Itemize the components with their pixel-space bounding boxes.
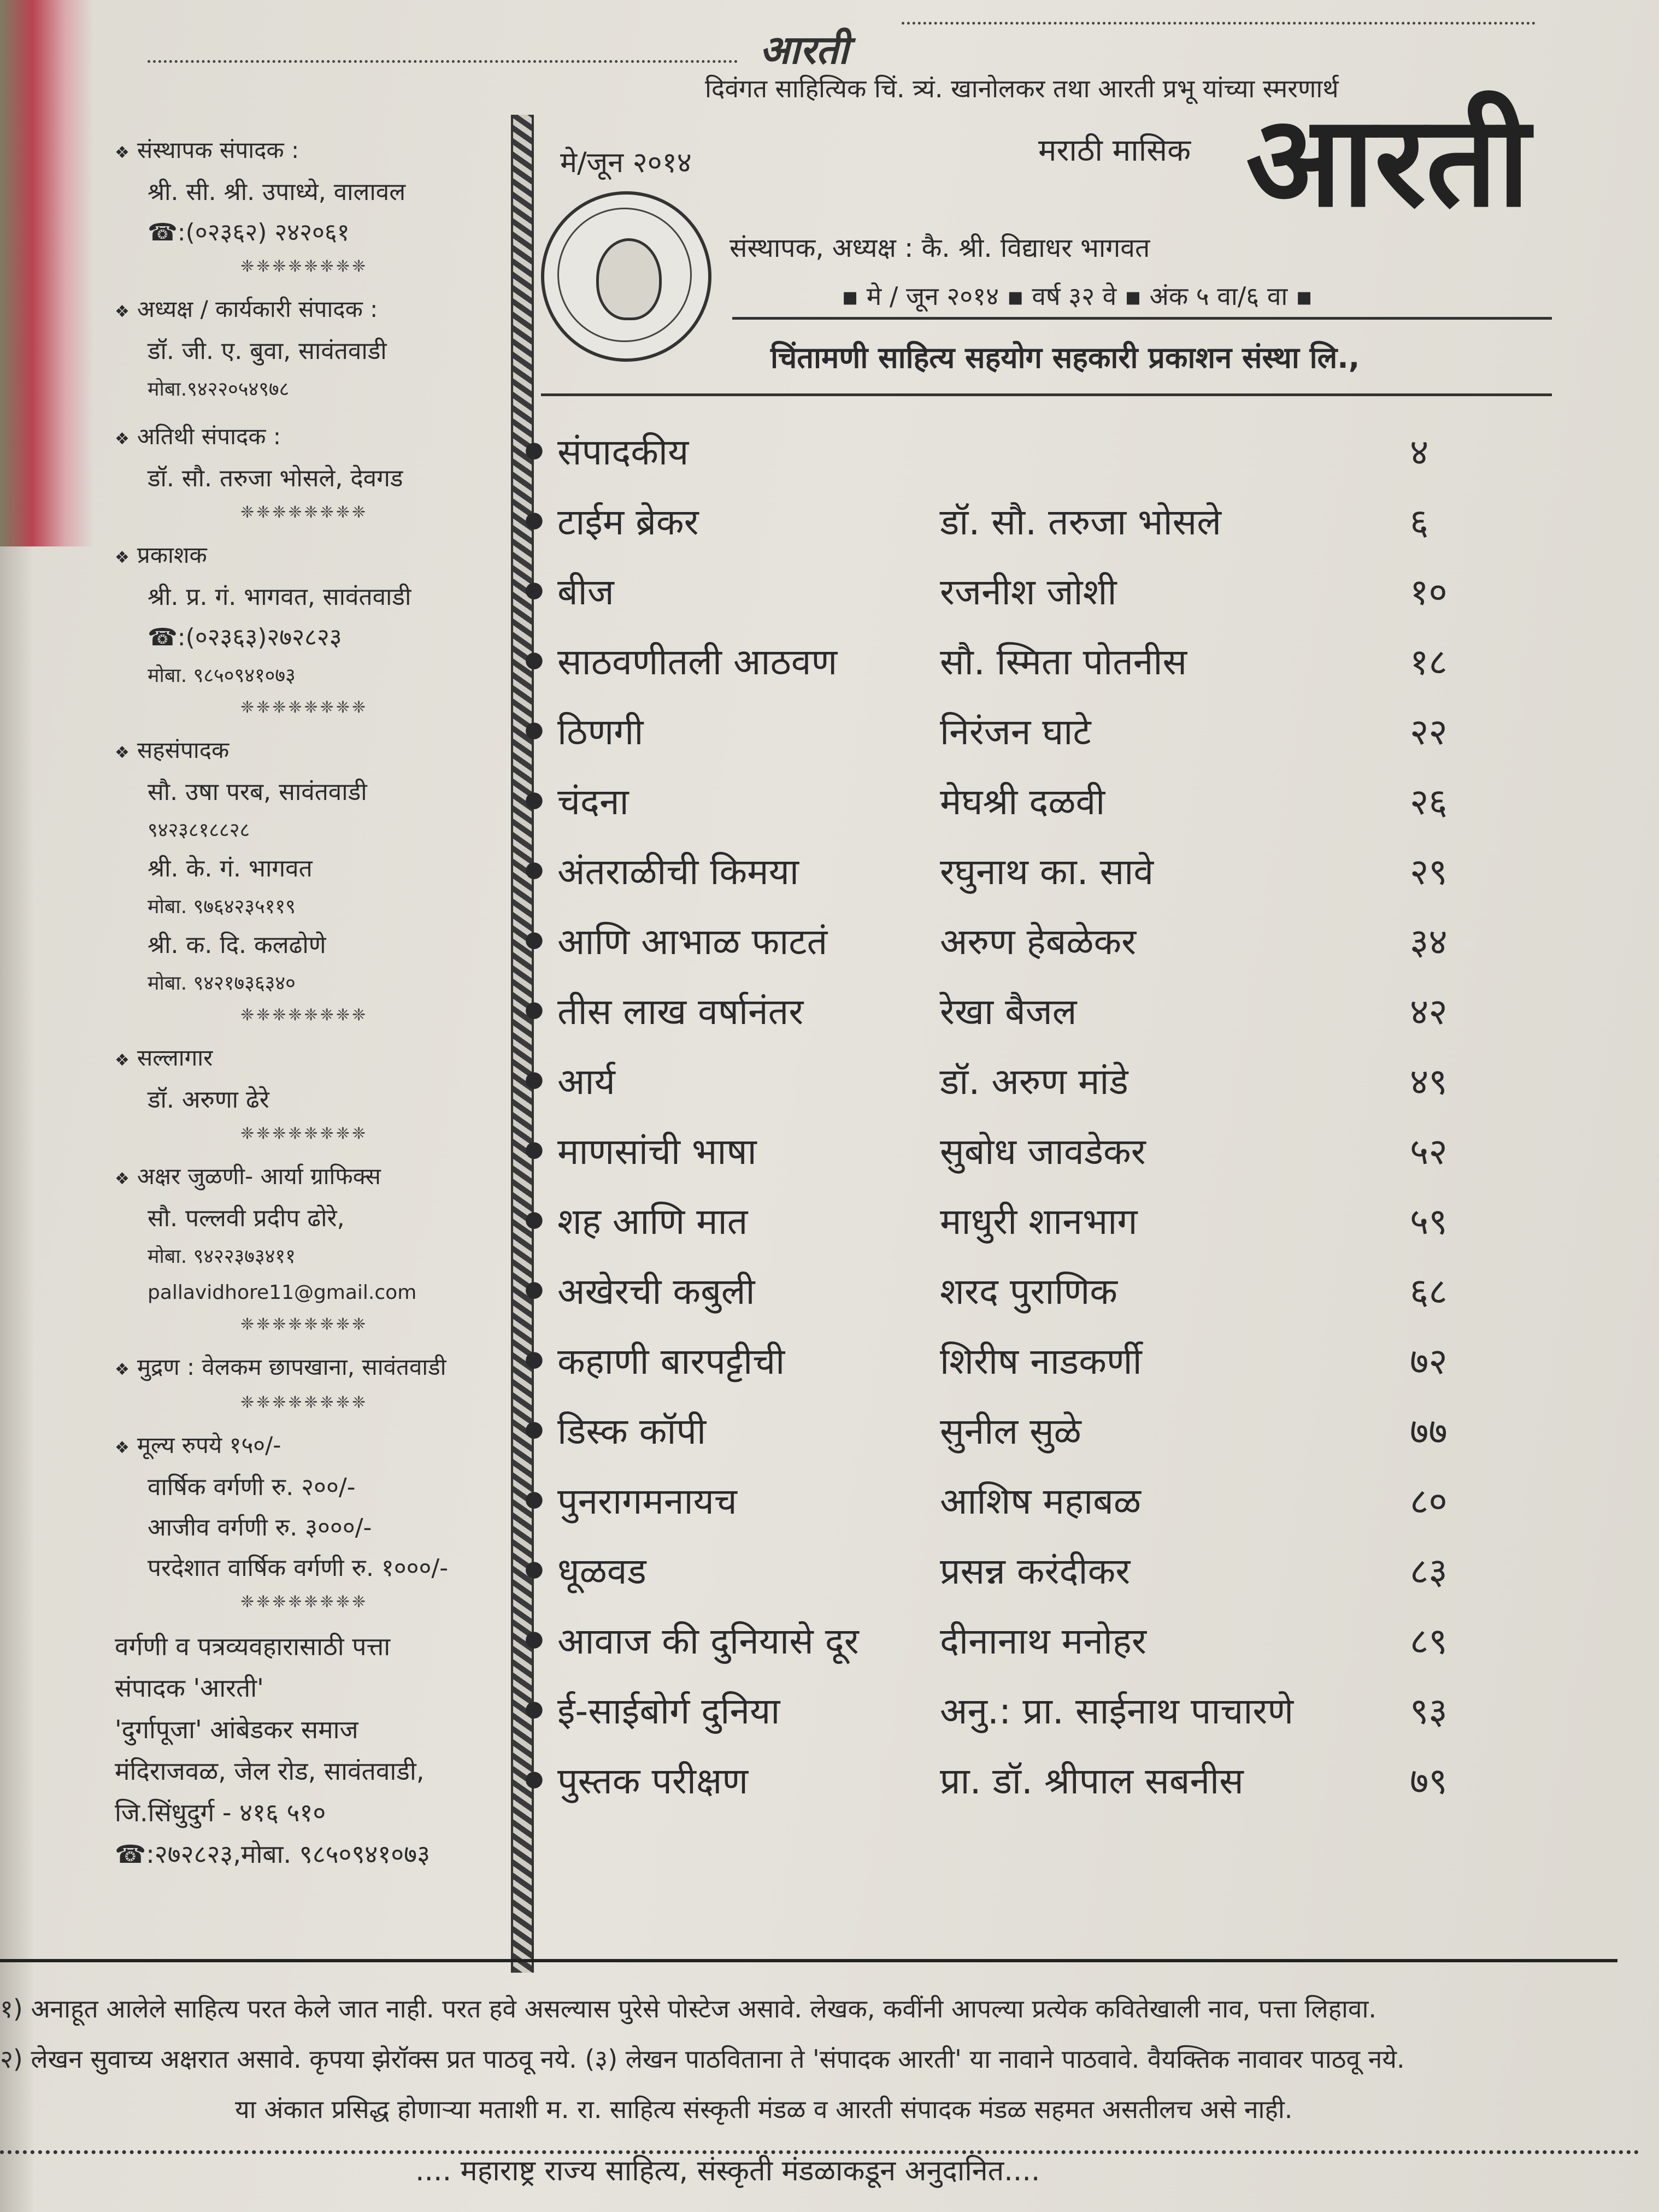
co-editor-name-2: श्री. के. गं. भागवत	[148, 855, 313, 883]
monthly-label: मराठी मासिक	[1038, 133, 1191, 168]
article-author: रघुनाथ का. सावे	[940, 851, 1154, 893]
credits-sidebar	[115, 131, 497, 1885]
article-title: अंतराळीची किमया	[557, 851, 799, 893]
bullet-icon: ●	[525, 717, 544, 742]
contents-row	[525, 1604, 1508, 1674]
co-editor-section	[115, 731, 497, 1029]
founder-portrait-icon	[596, 238, 662, 320]
co-editor-name-1: सौ. उषा परब, सावंतवाडी	[148, 778, 367, 806]
contents-row	[525, 1744, 1508, 1814]
chief-editor-name: डॉ. जी. ए. बुवा, सावंतवाडी	[148, 337, 387, 365]
page-number: २९	[1410, 851, 1448, 893]
magazine-logo: आरती	[1246, 87, 1530, 235]
memorial-line: दिवंगत साहित्यिक चिं. त्र्यं. खानोलकर तथा आरती प्रभू यांच्या स्मरणार्थ	[705, 74, 1339, 103]
page-number: ५९	[1410, 1201, 1448, 1243]
separator-stars: ❈❈❈❈❈❈❈❈	[240, 503, 368, 522]
founder-line: संस्थापक, अध्यक्ष : कै. श्री. विद्याधर भागवत	[730, 233, 1150, 263]
article-author: दीनानाथ मनोहर	[940, 1620, 1146, 1662]
page-number: ३४	[1410, 921, 1448, 963]
page-number: ४	[1410, 431, 1429, 473]
article-title: पुनरागमनायच	[557, 1480, 737, 1522]
printing-section	[115, 1348, 497, 1416]
bullet-icon: ●	[525, 1276, 544, 1302]
bullet-icon: ●	[525, 787, 544, 812]
bullet-icon: ●	[525, 507, 544, 532]
article-author: सौ. स्मिता पोतनीस	[940, 641, 1187, 683]
article-author: सुनील सुळे	[940, 1410, 1081, 1452]
separator-stars: ❈❈❈❈❈❈❈❈	[240, 1124, 368, 1143]
publisher-section	[115, 536, 497, 721]
address-line-3: मंदिराजवळ, जेल रोड, सावंतवाडी,	[115, 1756, 425, 1786]
article-title: ई-साईबोर्ग दुनिया	[557, 1690, 780, 1732]
article-author: शिरीष नाडकर्णी	[940, 1340, 1142, 1382]
contents-row	[525, 415, 1508, 485]
page-number: ४९	[1410, 1061, 1448, 1103]
advisor-name: डॉ. अरुणा ढेरे	[148, 1086, 269, 1114]
chief-editor-heading: ❖ अध्यक्ष / कार्यकारी संपादक :	[115, 290, 497, 331]
submission-note-2: २) लेखन सुवाच्य अक्षरात असावे. कृपया झेरॉक्स प्रत पाठवू नये. (३) लेखन पाठविताना ते 'संपादक आरती' या नावाने पाठवावे. वैयक्तिक नावावर पाठवू नये.	[0, 2044, 1405, 2074]
page-number: ७७	[1410, 1410, 1448, 1452]
bullet-icon: ●	[525, 1137, 544, 1162]
article-author: प्रा. डॉ. श्रीपाल सबनीस	[940, 1760, 1244, 1802]
contents-top-rule	[541, 393, 1552, 396]
disclaimer-note: या अंकात प्रसिद्ध होणाऱ्या मताशी म. रा. साहित्य संस्कृती मंडळ व आरती संपादक मंडळ सहमत असतीलच असे नाही.	[235, 2095, 1293, 2124]
separator-stars: ❈❈❈❈❈❈❈❈	[240, 1005, 368, 1025]
page-number: ७९	[1410, 1760, 1448, 1802]
page-number: १८	[1410, 641, 1448, 683]
contents-row	[525, 1395, 1508, 1464]
table-of-contents	[525, 415, 1508, 1814]
submission-note-1: १) अनाहूत आलेले साहित्य परत केले जात नाही. परत हवे असल्यास पुरेसे पोस्टेज असावे. लेखक, कवींनी आपल्या प्रत्येक कवितेखाली नाव, पत्ता लिहावा.	[0, 1994, 1377, 2023]
footer-notes	[0, 1984, 1639, 2134]
article-title: शह आणि मात	[557, 1201, 748, 1243]
issue-month: मे/जून २०१४	[560, 146, 692, 179]
page-number: २२	[1410, 711, 1448, 753]
bullet-icon: ●	[525, 1067, 544, 1092]
article-author: अनु.: प्रा. साईनाथ पाचारणे	[940, 1690, 1294, 1732]
article-author: आशिष महाबळ	[940, 1480, 1142, 1522]
contents-row	[525, 765, 1508, 835]
overseas-subscription: परदेशात वार्षिक वर्गणी रु. १०००/-	[148, 1554, 449, 1582]
article-author: अरुण हेबळेकर	[940, 921, 1137, 963]
co-editor-heading: ❖ सहसंपादक	[115, 731, 497, 772]
article-title: संपादकीय	[557, 431, 689, 473]
contents-row	[525, 485, 1508, 555]
contents-row	[525, 1464, 1508, 1534]
article-author: रजनीश जोशी	[940, 571, 1117, 613]
article-title: धूळवड	[557, 1550, 646, 1592]
cover-spine	[0, 0, 93, 546]
address-heading: वर्गणी व पत्रव्यवहारासाठी पत्ता	[115, 1632, 391, 1661]
page-number: ८३	[1410, 1550, 1448, 1592]
bullet-icon: ●	[525, 1416, 544, 1442]
article-author: डॉ. सौ. तरुजा भोसले	[940, 501, 1222, 543]
article-title: पुस्तक परीक्षण	[557, 1760, 749, 1802]
founding-editor-section	[115, 131, 497, 280]
article-title: ठिणगी	[557, 711, 644, 753]
page-number: ५२	[1410, 1131, 1448, 1173]
price-section	[115, 1426, 497, 1616]
article-title: आणि आभाळ फाटतं	[557, 921, 828, 963]
article-title: आर्य	[557, 1061, 615, 1103]
article-author: प्रसन्न करंदीकर	[940, 1550, 1131, 1592]
running-header-title: आरती	[760, 27, 849, 73]
society-seal-icon	[541, 191, 711, 362]
page-number: ७२	[1410, 1340, 1448, 1382]
publisher-mobile: मोबा. ९८५०९४१०७३	[148, 664, 296, 687]
guest-editor-name: डॉ. सौ. तरुजा भोसले, देवगड	[148, 464, 403, 492]
article-author: सुबोध जावडेकर	[940, 1131, 1146, 1173]
contents-row	[525, 1534, 1508, 1604]
contents-row	[525, 835, 1508, 905]
founding-editor-phone: ☎:(०२३६२) २४२०६१	[148, 219, 350, 246]
contents-row	[525, 555, 1508, 625]
contents-row	[525, 625, 1508, 695]
article-title: माणसांची भाषा	[557, 1131, 757, 1173]
page-number: १०	[1410, 571, 1448, 613]
chief-editor-mobile: मोबा.९४२२०५४९७८	[148, 378, 290, 401]
co-editor-phone-3: मोबा. ९४२१७३६३४०	[148, 972, 296, 995]
header-rule-left	[148, 60, 738, 63]
separator-stars: ❈❈❈❈❈❈❈❈	[240, 1315, 368, 1334]
page-number: ८०	[1410, 1480, 1448, 1522]
lifetime-subscription: आजीव वर्गणी रु. ३०००/-	[148, 1514, 372, 1542]
bullet-icon: ●	[525, 1486, 544, 1511]
bullet-icon: ●	[525, 1556, 544, 1581]
typesetter-name: सौ. पल्लवी प्रदीप ढोरे,	[148, 1204, 345, 1232]
bullet-icon: ●	[525, 857, 544, 882]
article-title: अखेरची कबुली	[557, 1270, 755, 1313]
separator-stars: ❈❈❈❈❈❈❈❈	[240, 257, 368, 276]
typesetting-section	[115, 1157, 497, 1338]
contents-row	[525, 905, 1508, 975]
article-title: आवाज की दुनियासे दूर	[557, 1620, 859, 1662]
article-title: टाईम ब्रेकर	[557, 501, 699, 543]
price-heading: ❖ मूल्य रुपये १५०/-	[115, 1426, 497, 1467]
separator-stars: ❈❈❈❈❈❈❈❈	[240, 1393, 368, 1412]
publisher-name-line: चिंतामणी साहित्य सहयोग सहकारी प्रकाशन संस्था लि.,	[770, 340, 1360, 375]
typesetting-heading: ❖ अक्षर जुळणी- आर्या ग्राफिक्स	[115, 1157, 497, 1198]
article-author: रेखा बैजल	[940, 991, 1077, 1033]
grant-line: .... महाराष्ट्र राज्य साहित्य, संस्कृती मंडळाकडून अनुदानित....	[415, 2155, 1040, 2187]
contents-row	[525, 695, 1508, 765]
separator-stars: ❈❈❈❈❈❈❈❈	[240, 1592, 368, 1611]
address-phone: ☎:२७२८२३,मोबा. ९८५०९४१०७३	[115, 1839, 430, 1869]
contents-row	[525, 1674, 1508, 1744]
article-author: माधुरी शानभाग	[940, 1201, 1138, 1243]
article-title: बीज	[557, 571, 614, 613]
bullet-icon: ●	[525, 1766, 544, 1791]
publisher-heading: ❖ प्रकाशक	[115, 536, 497, 577]
bullet-icon: ●	[525, 1207, 544, 1232]
bullet-icon: ●	[525, 577, 544, 602]
address-line-4: जि.सिंधुदुर्ग - ४१६ ५१०	[115, 1798, 326, 1827]
contents-row	[525, 1255, 1508, 1325]
co-editor-name-3: श्री. क. दि. कलढोणे	[148, 931, 326, 959]
address-section	[115, 1626, 497, 1875]
founding-editor-name: श्री. सी. श्री. उपाध्ये, वालावल	[148, 178, 406, 206]
article-author: डॉ. अरुण मांडे	[940, 1061, 1128, 1103]
page-number: ९३	[1410, 1690, 1448, 1732]
chief-editor-section	[115, 290, 497, 408]
article-title: साठवणीतली आठवण	[557, 641, 838, 683]
bullet-icon: ●	[525, 1626, 544, 1651]
bullet-icon: ●	[525, 647, 544, 672]
page-number: ६	[1410, 501, 1429, 543]
article-author: शरद पुराणिक	[940, 1270, 1117, 1313]
contents-row	[525, 975, 1508, 1045]
page-number: २६	[1410, 781, 1448, 823]
masthead-rule	[732, 317, 1552, 320]
issue-details: ▪ मे / जून २०१४ ▪ वर्ष ३२ वे ▪ अंक ५ वा/६ वा ▪	[842, 281, 1313, 311]
page-number: ६८	[1410, 1270, 1448, 1313]
co-editor-phone-1: ९४२३८१८८२८	[148, 819, 250, 842]
annual-subscription: वार्षिक वर्गणी रु. २००/-	[148, 1473, 356, 1501]
bullet-icon: ●	[525, 1696, 544, 1721]
footer-rule	[0, 1959, 1617, 1962]
header-rule-right	[902, 22, 1536, 25]
contents-row	[525, 1045, 1508, 1115]
contents-row	[525, 1325, 1508, 1395]
contents-row	[525, 1185, 1508, 1255]
article-title: कहाणी बारपट्टीची	[557, 1340, 785, 1382]
founding-editor-heading: ❖ संस्थापक संपादक :	[115, 131, 497, 172]
page-number: ८९	[1410, 1620, 1448, 1662]
address-line-2: 'दुर्गापूजा' आंबेडकर समाज	[115, 1715, 358, 1744]
guest-editor-heading: ❖ अतिथी संपादक :	[115, 417, 497, 458]
bullet-icon: ●	[525, 927, 544, 952]
bullet-icon: ●	[525, 997, 544, 1022]
advisor-section	[115, 1039, 497, 1148]
article-title: तीस लाख वर्षानंतर	[557, 991, 804, 1033]
article-title: चंदना	[557, 781, 629, 823]
printing-heading: ❖ मुद्रण : वेलकम छापखाना, सावंतवाडी	[115, 1348, 497, 1389]
bullet-icon: ●	[525, 437, 544, 462]
typesetter-mobile: मोबा. ९४२२३७३४११	[148, 1245, 296, 1268]
contents-row	[525, 1115, 1508, 1185]
typesetter-email: pallavidhore11@gmail.com	[148, 1281, 417, 1304]
page-number: ४२	[1410, 991, 1448, 1033]
article-author: निरंजन घाटे	[940, 711, 1091, 753]
advisor-heading: ❖ सल्लागार	[115, 1039, 497, 1080]
bullet-icon: ●	[525, 1346, 544, 1372]
guest-editor-section	[115, 417, 497, 526]
separator-stars: ❈❈❈❈❈❈❈❈	[240, 698, 368, 717]
article-author: मेघश्री दळवी	[940, 781, 1105, 823]
address-line-1: संपादक 'आरती'	[115, 1673, 264, 1703]
publisher-phone: ☎:(०२३६३)२७२८२३	[148, 623, 342, 651]
co-editor-phone-2: मोबा. ९७६४२३५११९	[148, 896, 296, 918]
publisher-name: श्री. प्र. गं. भागवत, सावंतवाडी	[148, 583, 411, 611]
article-title: डिस्क कॉपी	[557, 1410, 707, 1452]
